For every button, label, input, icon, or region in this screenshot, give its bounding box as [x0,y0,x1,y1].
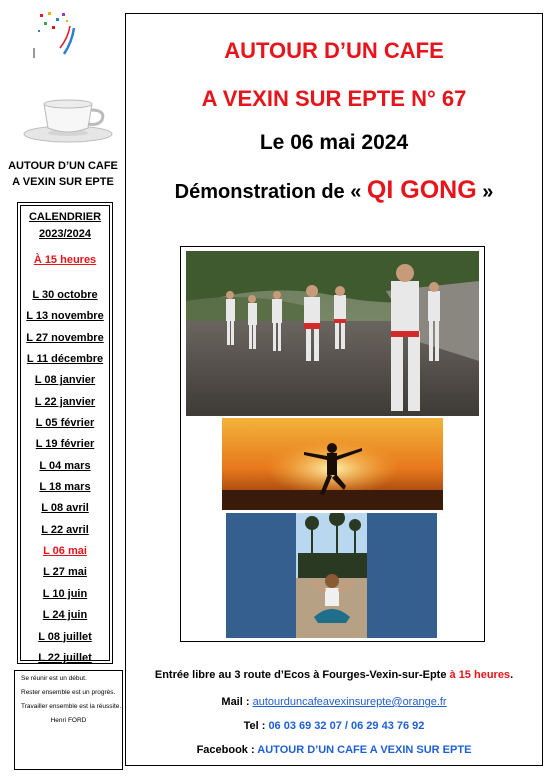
calendar-date: L 22 avril [41,523,89,536]
calendar-date: L 27 novembre [26,331,104,344]
tel-label: Tel : [243,720,269,732]
sidebar-title-line2: A VEXIN SUR EPTE [12,176,114,188]
group-practice-photo [186,251,479,416]
sidebar-title-line1: AUTOUR D’UN CAFE [8,160,118,172]
entry-info [125,669,543,681]
calendar-date: L 08 avril [41,502,89,515]
calendar-inner-border [20,205,110,664]
calendar-date: L 30 octobre [32,289,98,301]
calendar-date: L 05 février [35,417,95,430]
mail-label: Mail : [221,696,253,708]
mail-info [125,696,543,708]
demonstration-heading [125,176,543,205]
sunset-silhouette-photo [222,418,443,510]
main-title-line2: A VEXIN SUR EPTE N° 67 [201,86,467,111]
calendar-heading-line2: 2023/2024 [39,228,91,240]
calendar-date-highlighted: L 06 mai [43,545,87,558]
entry-time: à 15 heures [449,669,511,681]
calendar-date: L 11 décembre [26,353,104,366]
demo-suffix: » [476,181,494,203]
logo [28,10,88,60]
mail-link[interactable]: autourduncafeavexinsurepte@orange.fr [252,696,447,708]
sidebar-title [4,158,122,190]
quote-author: Henri FORD [50,717,87,724]
calendar-dates [21,285,109,669]
tel-info [125,720,543,732]
calendar-date: L 10 juin [42,587,88,600]
quote-line: Rester ensemble est un progrès. [21,689,116,696]
calendar-date: L 22 janvier [34,395,96,408]
facebook-info [125,744,543,756]
quote-box [14,670,123,770]
calendar-date: L 13 novembre [26,310,104,323]
tel-value: 06 03 69 32 07 / 06 29 43 76 92 [268,720,425,732]
calendar-date: L 24 juin [42,609,88,622]
quote-line: Travailler ensemble est la réussite. [21,703,122,710]
calendar-date: L 27 mai [43,566,87,579]
calendar-date: L 08 janvier [34,374,96,387]
facebook-value: AUTOUR D’UN CAFE A VEXIN SUR EPTE [257,744,472,756]
coffee-cup-image [22,98,114,148]
facebook-label: Facebook : [196,744,258,756]
calendar-date: L 22 juillet [38,651,92,664]
entry-text: Entrée libre au 3 route d’Ecos à Fourges-Vexin-sur-Epte [154,669,450,681]
demo-topic: QI GONG [366,176,477,204]
entry-end: . [510,669,514,681]
calendar-date: L 18 mars [39,481,91,494]
main-title-line1: AUTOUR D’UN CAFE [224,38,444,63]
quote-line: Se réunir est un début. [21,675,87,682]
calendar-date: L 19 février [35,438,95,451]
event-date: Le 06 mai 2024 [259,131,409,154]
calendar-date: L 04 mars [39,459,91,472]
meditation-photo [226,513,437,638]
demo-prefix: Démonstration de « [174,181,367,203]
calendar-heading [21,209,109,243]
calendar-time: À 15 heures [33,254,97,266]
calendar-heading-line1: CALENDRIER [28,211,102,223]
calendar-box [17,202,113,664]
calendar-date: L 08 juillet [38,630,92,643]
